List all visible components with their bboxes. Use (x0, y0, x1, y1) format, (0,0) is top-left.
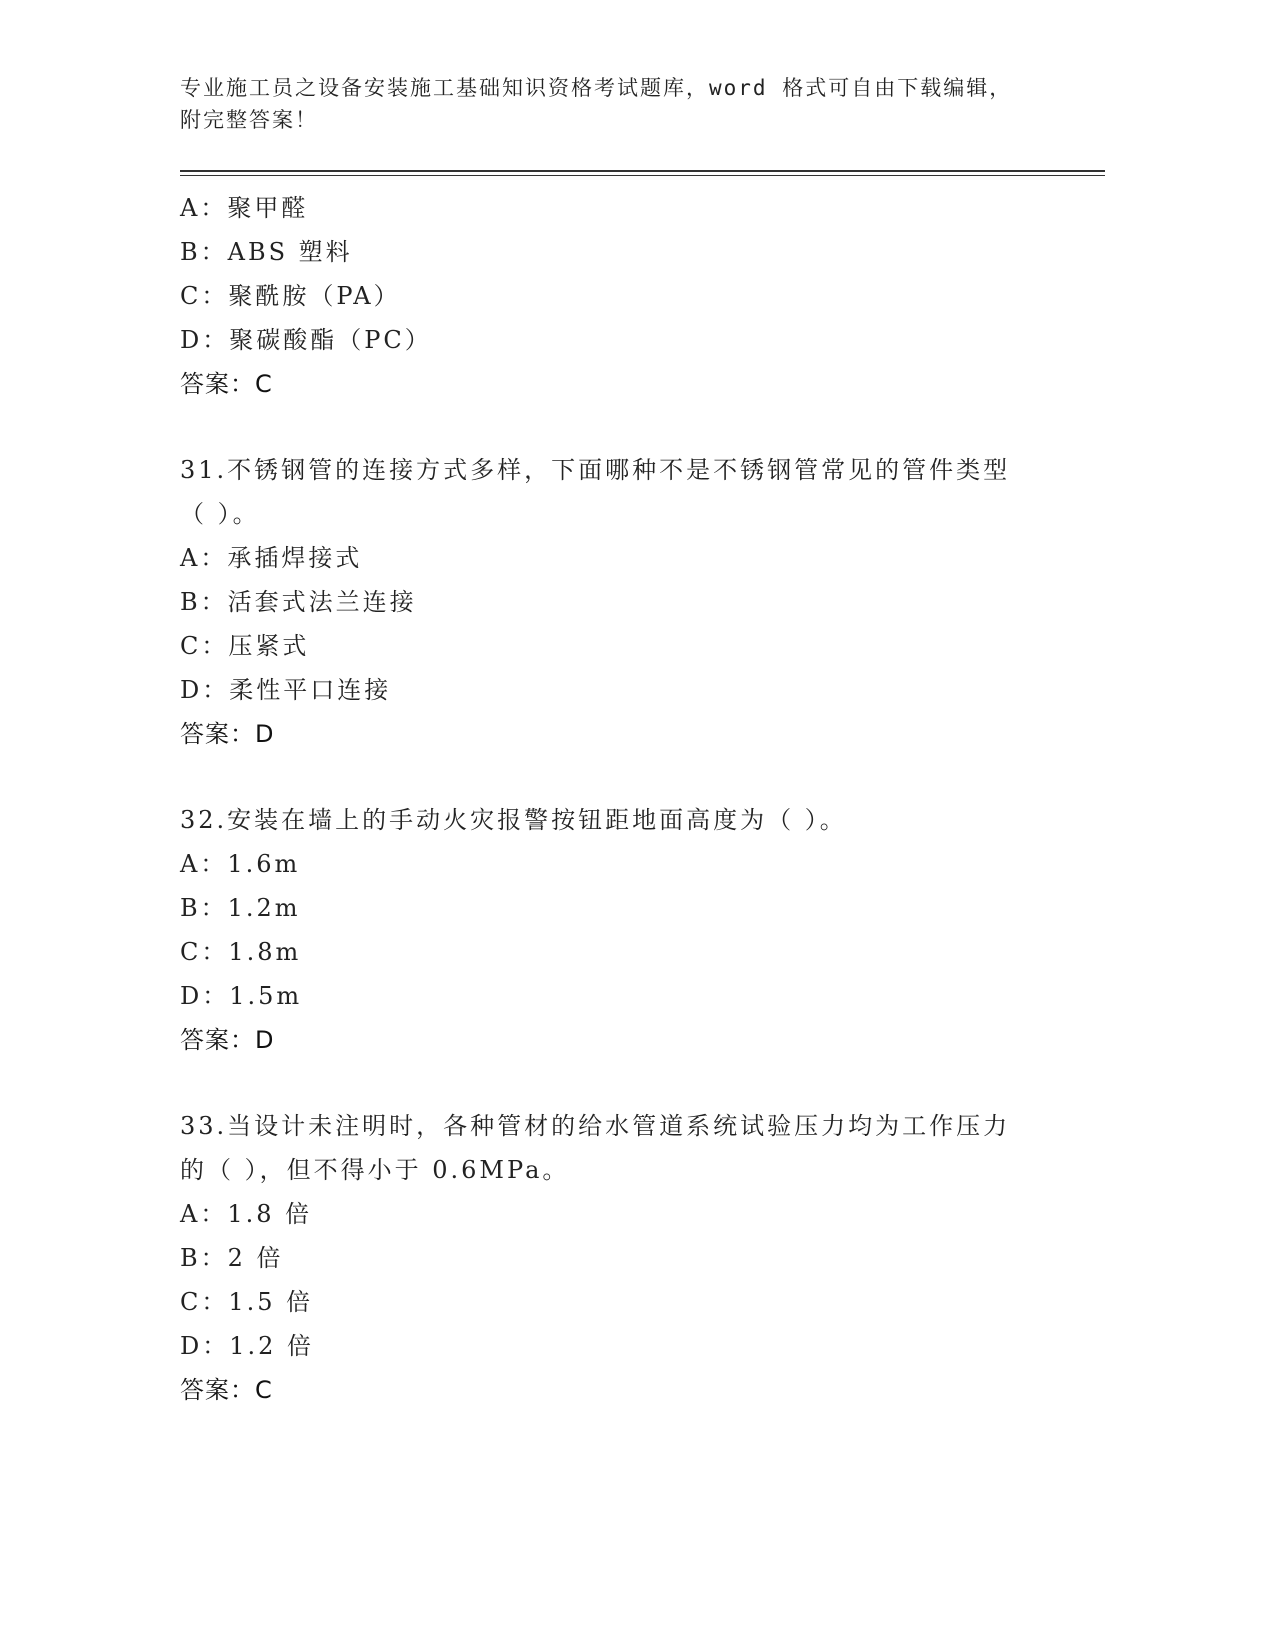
option-c: C：聚酰胺（PA） (180, 282, 401, 310)
option-b: B：ABS 塑料 (180, 238, 353, 266)
option-b: B：活套式法兰连接 (180, 588, 417, 616)
answer-line: 答案：C (180, 370, 273, 398)
option-a: A：1.8 倍 (180, 1200, 313, 1228)
answer-line: 答案：C (180, 1376, 273, 1404)
question-stem-line-1: 32.安装在墙上的手动火灾报警按钮距地面高度为（ ）。 (180, 806, 847, 834)
option-b: B：1.2m (180, 894, 301, 922)
option-d: D：聚碳酸酯（PC） (180, 326, 432, 354)
question-stem-line-2: 的（ ），但不得小于 0.6MPa。 (180, 1156, 570, 1184)
option-a: A：承插焊接式 (180, 544, 363, 572)
answer-line: 答案：D (180, 720, 275, 748)
option-c: C：1.5 倍 (180, 1288, 314, 1316)
header-line-1: 专业施工员之设备安装施工基础知识资格考试题库，word 格式可自由下载编辑， (180, 76, 1013, 100)
question-stem-line-1: 31.不锈钢管的连接方式多样，下面哪种不是不锈钢管常见的管件类型 (180, 456, 1011, 484)
question-stem-line-2: （ ）。 (180, 500, 260, 528)
header-line-2: 附完整答案！ (180, 108, 318, 132)
option-d: D：柔性平口连接 (180, 676, 392, 704)
question-32 (180, 798, 1100, 1062)
option-c: C：1.8m (180, 938, 302, 966)
option-c: C：压紧式 (180, 632, 310, 660)
answer-line: 答案：D (180, 1026, 275, 1054)
option-d: D：1.5m (180, 982, 303, 1010)
option-d: D：1.2 倍 (180, 1332, 315, 1360)
option-b: B：2 倍 (180, 1244, 284, 1272)
option-a: A：聚甲醛 (180, 194, 309, 222)
question-33 (180, 1104, 1100, 1412)
question-stem-line-1: 33.当设计未注明时，各种管材的给水管道系统试验压力均为工作压力 (180, 1112, 1011, 1140)
header-divider (180, 170, 1105, 176)
question-31 (180, 448, 1100, 756)
option-a: A：1.6m (180, 850, 301, 878)
document-page (180, 72, 1100, 1412)
question-30-partial (180, 186, 1100, 406)
document-header (180, 72, 1100, 136)
